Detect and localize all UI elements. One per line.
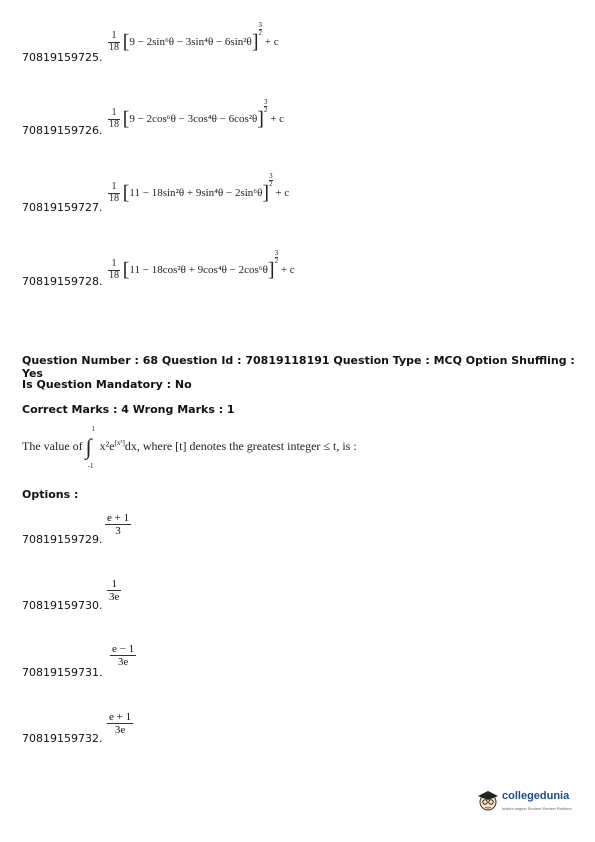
option-id: 70819159726. (22, 124, 103, 137)
option-id: 70819159727. (22, 201, 103, 214)
question-meta: Question Number : 68 Question Id : 70819118191 Question Type : MCQ Option Shuffling : Yes (22, 354, 575, 380)
coef-fraction: $\frac{1}{18}$ (109, 181, 119, 204)
coef-fraction: $\frac{1}{18}$ (109, 107, 119, 130)
question-marks: Correct Marks : 4 Wrong Marks : 1 (22, 403, 235, 416)
logo-name: collegedunia (502, 790, 570, 802)
graduate-cap-icon (476, 788, 500, 812)
coef-fraction: $\frac{1}{18}$ (109, 30, 119, 53)
math-expression: $\frac{1}{18}$ $[9 - 2\sin^6\theta - 3\sin^4\theta - 6\sin^2\theta]\frac{3}{2}$ + c (109, 21, 279, 54)
option-id: 70819159732. (22, 732, 103, 745)
option-id: 70819159728. (22, 275, 103, 288)
option-fraction: e + 1 3e (109, 711, 132, 736)
logo-tagline: India's largest Student Review Platform (502, 806, 572, 811)
math-expression: $\frac{1}{18}$ $[11 - 18\cos^2\theta + 9\cos^4\theta - 2\cos^6\theta]\frac{3}{2}$ + c (109, 249, 295, 282)
option-id: 70819159731. (22, 666, 103, 679)
option-fraction: 1 3e (109, 578, 120, 603)
options-label: Options : (22, 488, 79, 501)
question-text: The value of ∫ 1 -1 x²e[x³]dx, where [t] denotes the greatest integer ≤ t, is : (22, 425, 357, 470)
option-fraction: e − 1 3e (112, 643, 135, 668)
option-id: 70819159730. (22, 599, 103, 612)
integral-sign: ∫ 1 -1 (85, 425, 96, 470)
collegedunia-logo (476, 784, 576, 820)
question-mandatory: Is Question Mandatory : No (22, 378, 192, 391)
option-id: 70819159729. (22, 533, 103, 546)
math-expression: $\frac{1}{18}$ $[11 - 18\sin^2\theta + 9\sin^4\theta - 2\sin^6\theta]\frac{3}{2}$ + c (109, 172, 290, 205)
coef-fraction: $\frac{1}{18}$ (109, 258, 119, 281)
math-expression: $\frac{1}{18}$ $[9 - 2\cos^6\theta - 3\cos^4\theta - 6\cos^2\theta]\frac{3}{2}$ + c (109, 98, 285, 131)
option-fraction: e + 1 3 (107, 512, 130, 537)
option-id: 70819159725. (22, 51, 103, 64)
